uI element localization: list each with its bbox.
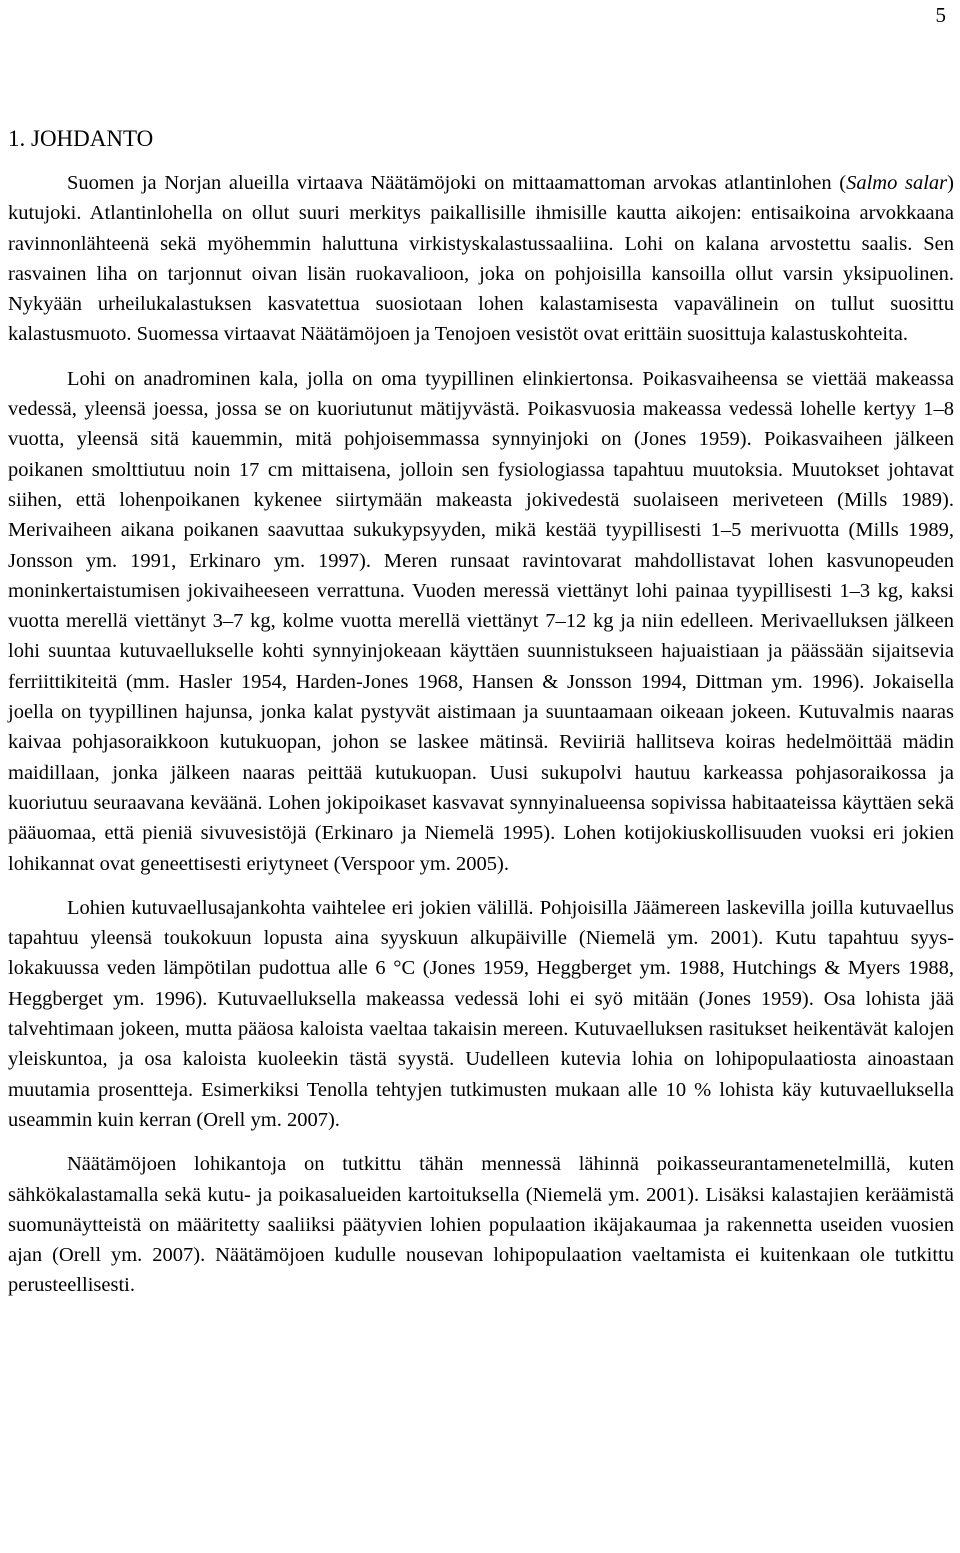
page-number: 5 [935,3,946,27]
paragraph-spawning-migration: Lohien kutuvaellusajankohta vaihtelee eri jokien välillä. Pohjoisilla Jäämereen laskevilla joilla kutuvaellus tapahtuu yleensä toukokuun lopusta aina syyskuun alkupäiville (Niemelä ym. 2001). Kutu tapahtuu syys-lokakuussa veden lämpötilan pudottua alle 6 °C (Jones 1959, Heggberget ym. 1988, Hutchings & Myers 1988, Heggberget ym. 1996). Kutuvaelluksella makeassa vedessä lohi ei syö mitään (Jones 1959). Osa lohista jää talvehtimaan jokeen, mutta pääosa kaloista vaeltaa takaisin mereen. Kutuvaelluksen rasitukset heikentävät kalojen yleiskuntoa, ja osa kaloista kuoleekin tästä syystä. Uudelleen kutevia lohia on lohipopulaatiosta ainoastaan muutamia prosentteja. Esimerkiksi Tenolla tehtyjen tutkimusten mukaan alle 10 % lohista käy kutuvaelluksella useammin kuin kerran (Orell ym. 2007). [8,896,954,1131]
paragraph-intro-text-before: Suomen ja Norjan alueilla virtaava Näätämöjoki on mittaamattoman arvokas atlantinlohen ( [67,172,847,194]
paragraph-research: Näätämöjoen lohikantoja on tutkittu tähän mennessä lähinnä poikasseurantamenetelmillä, kuten sähkökalastamalla sekä kutu- ja poikasalueiden kartoituksella (Niemelä ym. 2001). Lisäksi kalastajien keräämistä suomunäytteistä on määritetty saaliiksi päätyvien lohien populaation ikäjakaumaa ja rakennetta useiden vuosien ajan (Orell ym. 2007). Näätämöjoen kudulle nousevan lohipopulaation vaeltamista ei kuitenkaan ole tutkittu perusteellisesti. [8,1153,954,1297]
paragraph-intro-text-after: ) kutujoki. Atlantinlohella on ollut suuri merkitys paikallisille ihmisille kautta aikojen: entisaikoina arvokkaana ravinnonlähteenä sekä myöhemmin haluttuna virkistyskalastussaaliina. Lohi on kalana arvostettu saalis. Sen rasvainen liha on tarjonnut oivan lisän ruokavalioon, joka on pohjoisilla kansoilla ollut varsin yksipuolinen. Nykyään urheilukalastuksen kasvatettua suosiotaan lohen kalastamisesta vapavälinein on tullut suosittu kalastusmuoto. Suomessa virtaavat Näätämöjoen ja Tenojoen vesistöt ovat erittäin suosittuja kalastuskohteita. [8,172,954,346]
species-name-italic: Salmo salar [846,172,948,194]
body-text [8,168,954,1315]
section-heading: 1. JOHDANTO [8,126,154,151]
paragraph-life-cycle: Lohi on anadrominen kala, jolla on oma tyypillinen elinkiertonsa. Poikasvaiheensa se viettää makeassa vedessä, yleensä joessa, jossa se on kuoriutunut mätijyvästä. Poikasvuosia makeassa vedessä lohelle kertyy 1–8 vuotta, yleensä sitä kauemmin, mitä pohjoisemmassa synnyinjoki on (Jones 1959). Poikasvaiheen jälkeen poikanen smolttiutuu noin 17 cm mittaisena, jolloin sen fysiologiassa tapahtuu muutoksia. Muutokset johtavat siihen, että lohenpoikanen kykenee siirtymään makeasta jokivedestä suolaiseen meriveteen (Mills 1989). Merivaiheen aikana poikanen saavuttaa sukukypsyyden, mikä kestää tyypillisesti 1–5 merivuotta (Mills 1989, Jonsson ym. 1991, Erkinaro ym. 1997). Meren runsaat ravintovarat mahdollistavat lohen kasvunopeuden moninkertaistumisen jokivaiheeseen verrattuna. Vuoden meressä viettänyt lohi painaa tyypillisesti 1–3 kg, kaksi vuotta merellä viettänyt 3–7 kg, kolme vuotta merellä viettänyt 7–12 kg ja niin edelleen. Merivaelluksen jälkeen lohi suuntaa kutuvaellukselle kohti synnyinjokeaan käyttäen suunnistukseen hajuaistiaan ja päässään sijaitsevia ferriittikiteitä (mm. Hasler 1954, Harden-Jones 1968, Hansen & Jonsson 1994, Dittman ym. 1996). Jokaisella joella on tyypillinen hajunsa, jonka kalat pystyvät aistimaan ja suuntaamaan oikeaan jokeen. Kutuvalmis naaras kaivaa pohjasoraikkoon kutukuopan, johon se laskee mätinsä. Reviiriä hallitseva koiras hedelmöittää mädin maidillaan, jonka jälkeen naaras peittää kutukuopan. Uusi sukupolvi hautuu karkeassa pohjasoraikossa ja kuoriutuu seuraavana keväänä. Lohen jokipoikaset kasvavat synnyinalueensa sopivissa habitaateissa käyttäen sekä pääuomaa, että pieniä sivuvesistöjä (Erkinaro ja Niemelä 1995). Lohen kotijokiuskollisuuden vuoksi eri jokien lohikannat ovat geneettisesti eriytyneet (Verspoor ym. 2005). [8,367,954,875]
paragraph-intro [8,168,954,350]
